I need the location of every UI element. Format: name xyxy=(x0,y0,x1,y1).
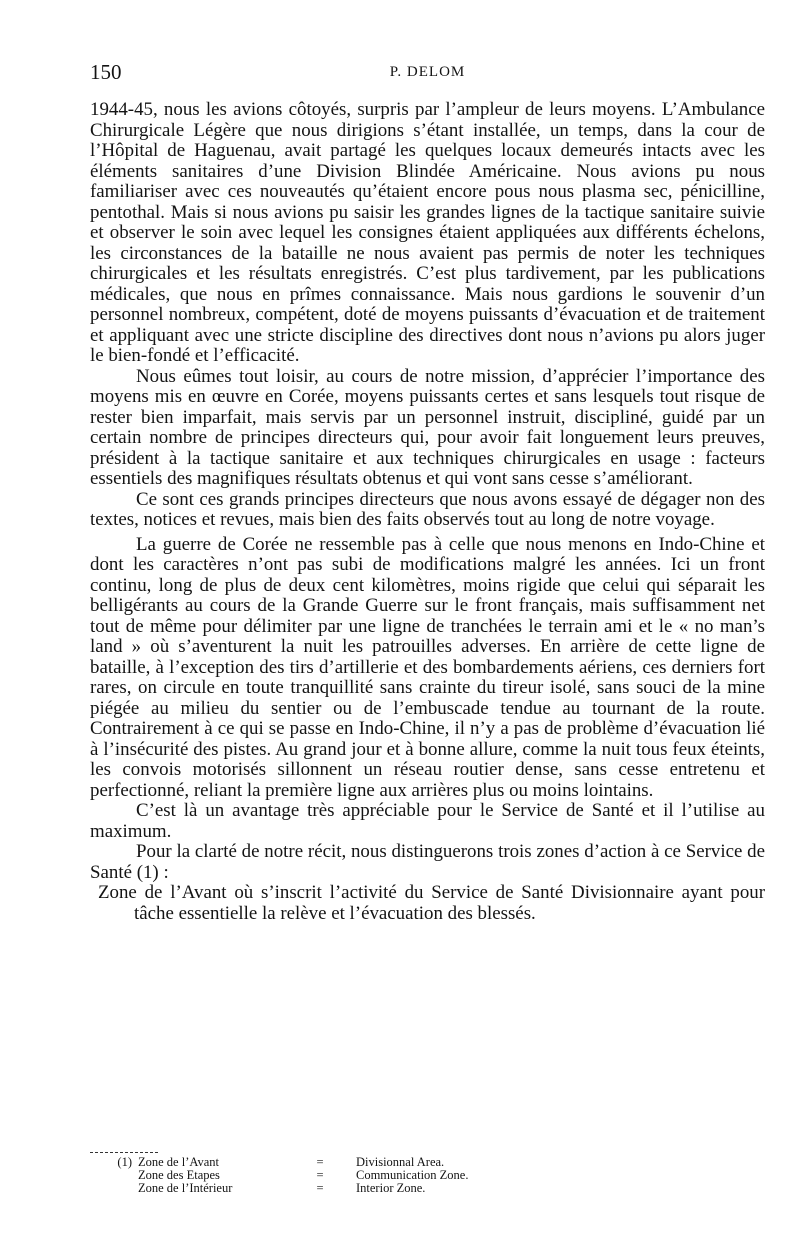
footnote-en-term: Interior Zone. xyxy=(356,1181,426,1195)
paragraph: Ce sont ces grands principes directeurs que nous avons essayé de dégager non des textes, notices et revues, mais bien des faits observés tout au long de notre voyage. xyxy=(90,488,765,530)
footnote-number: (1) xyxy=(117,1155,132,1169)
footnote-rule xyxy=(90,1152,158,1153)
footnote-en-term: Divisionnal Area. xyxy=(356,1155,445,1169)
footnote-fr-term: Zone de l’Intérieur xyxy=(138,1181,233,1195)
equals-sign: = xyxy=(316,1181,324,1195)
paragraph: La guerre de Corée ne ressemble pas à celle que nous menons en Indo-Chine et dont les caractères n’ont pas subi de modifications malgré les années. Ici un front continu, long de plus de deux cent kilomètres, moins rigide que celui qui séparait les belligérants au cours de la Grande Guerre sur le front français, mais suffisamment net tout de même pour délimiter par une ligne de tranchées le terrain ami et le « no man’s land » où s’aventurent la nuit les patrouilles adverses. En arrière de cette ligne de bataille, à l’exception des tirs d’artillerie et des bombardements aériens, ces derniers fort rares, on circule en toute tranquillité sans crainte du tireur isolé, sans souci de la mine piégée au milieu du sentier ou de l’embuscade tendue au tournant de la route. Contrairement à ce qui se passe en Indo-Chine, il n’y a pas de problème d’évacuation lié à l’insécurité des pistes. Au grand jour et à bonne allure, comme la nuit tous feux éteints, les convois motorisés sillonnent un réseau routier dense, sans cesse entretenu et perfectionné, reliant la première ligne aux arrières plus ou moins lointains. xyxy=(90,533,765,801)
page-header xyxy=(90,60,765,90)
running-head: P. DELOM xyxy=(389,64,466,80)
footnote-fr-term: Zone des Etapes xyxy=(138,1168,220,1182)
equals-sign: = xyxy=(316,1155,324,1169)
paragraph: Pour la clarté de notre récit, nous distinguerons trois zones d’action à ce Service de Santé (1) : xyxy=(90,841,765,883)
footnote-fr-term: Zone de l’Avant xyxy=(138,1155,219,1169)
equals-sign: = xyxy=(316,1168,324,1182)
body-text xyxy=(90,100,765,924)
footnote-en-term: Communication Zone. xyxy=(356,1168,469,1182)
page-number: 150 xyxy=(90,60,122,84)
paragraph: Zone de l’Avant où s’inscrit l’activité du Service de Santé Divisionnaire ayant pour tâche essentielle la relève et l’évacuation des blessés. xyxy=(98,882,765,924)
paragraph: Nous eûmes tout loisir, au cours de notre mission, d’apprécier l’importance des moyens mis en œuvre en Corée, moyens puissants certes et sans lesquels tout risque de rester bien imparfait, mais servis par un personnel instruit, discipliné, guidé par un certain nombre de principes directeurs qui, pour avoir fait longuement leurs preuves, président à la tactique sanitaire et aux techniques chirurgicales en usage : facteurs essentiels des magnifiques résultats obtenus et qui vont sans cesse s’améliorant. xyxy=(90,365,765,489)
footnote-row xyxy=(90,1182,765,1195)
paragraph: 1944-45, nous les avions côtoyés, surpris par l’ampleur de leurs moyens. L’Ambulance Chirurgicale Légère que nous dirigions s’étant installée, un temps, dans la cour de l’Hôpital de Haguenau, avait partagé les quelques locaux demeurés intacts avec les éléments sanitaires d’une Division Blindée Américaine. Nous avions pu nous familiariser avec ces nouveautés qu’étaient encore pous nous plasma sec, pénicilline, pentothal. Mais si nous avions pu saisir les grandes lignes de la tactique sanitaire suivie et observer le soin avec lequel les consignes étaient appliquées aux différents échelons, les circonstances de la bataille ne nous avaient pas permis de noter les techniques chirurgicales et les résultats enregistrés. C’est plus tardivement, par les publications médicales, que nous en prîmes connaissance. Mais nous gardions le souvenir d’un personnel nombreux, compétent, doté de moyens puissants d’évacuation et de traitement et appliquant avec une stricte discipline des directives dont nous n’avions pu alors juger le bien-fondé et l’efficacité. xyxy=(90,99,765,366)
paragraph: C’est là un avantage très appréciable pour le Service de Santé et il l’utilise au maximum. xyxy=(90,800,765,842)
footnote xyxy=(90,1156,765,1195)
